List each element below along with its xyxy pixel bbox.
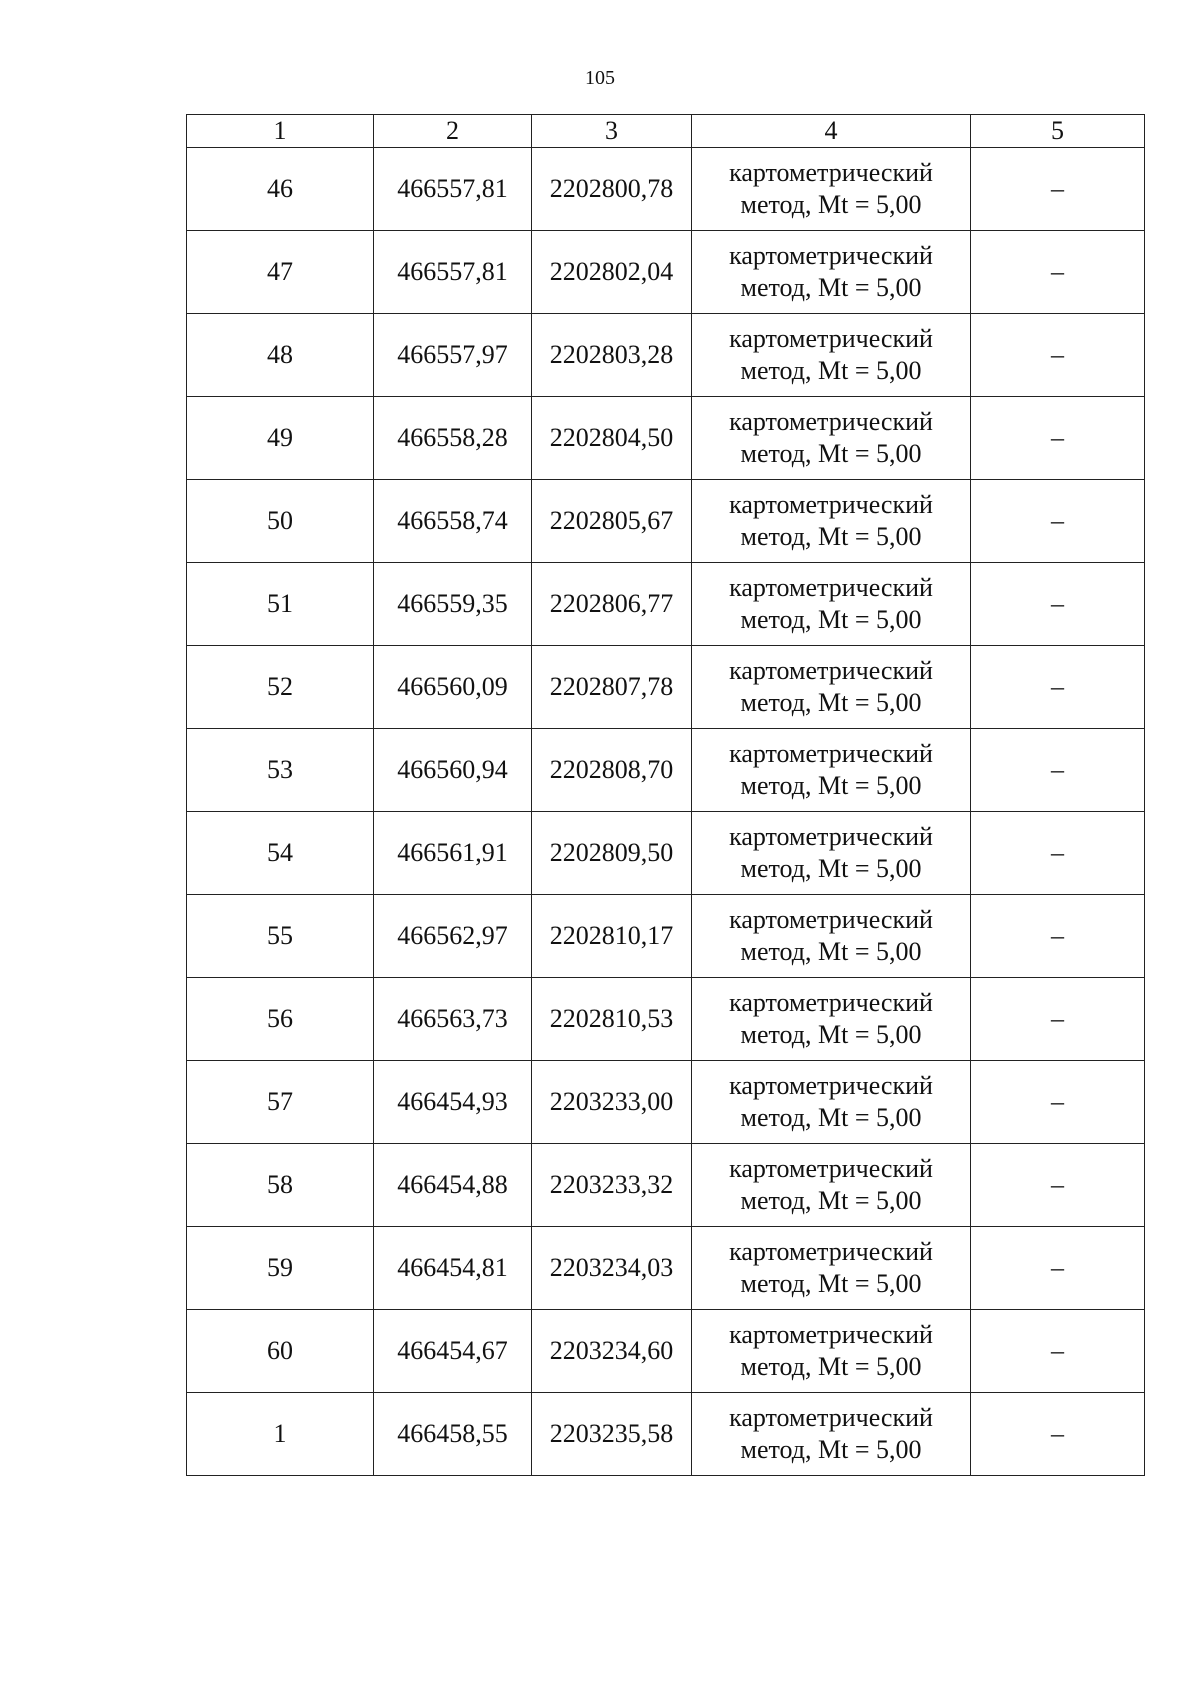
column-header-3: 3 [532,115,692,148]
table-row [187,397,1145,480]
note-cell: – [971,314,1145,397]
method-accuracy: метод, Mt = 5,00 [740,937,922,966]
point-number-cell: 50 [187,480,374,563]
method-cell [692,314,971,397]
note-cell: – [971,729,1145,812]
x-coordinate-cell: 466558,74 [374,480,532,563]
method-name: картометрический [729,822,933,851]
x-coordinate-cell: 466560,09 [374,646,532,729]
method-name: картометрический [729,905,933,934]
method-cell [692,397,971,480]
x-coordinate-cell: 466454,93 [374,1061,532,1144]
y-coordinate-cell: 2202809,50 [532,812,692,895]
table-row [187,231,1145,314]
point-number-cell: 58 [187,1144,374,1227]
note-cell: – [971,812,1145,895]
y-coordinate-cell: 2203233,32 [532,1144,692,1227]
y-coordinate-cell: 2202808,70 [532,729,692,812]
point-number-cell: 48 [187,314,374,397]
method-name: картометрический [729,1154,933,1183]
note-cell: – [971,646,1145,729]
table-row [187,480,1145,563]
column-header-1: 1 [187,115,374,148]
x-coordinate-cell: 466558,28 [374,397,532,480]
method-accuracy: метод, Mt = 5,00 [740,439,922,468]
y-coordinate-cell: 2202803,28 [532,314,692,397]
y-coordinate-cell: 2203234,60 [532,1310,692,1393]
method-cell [692,1310,971,1393]
point-number-cell: 49 [187,397,374,480]
note-cell: – [971,1144,1145,1227]
method-cell [692,895,971,978]
y-coordinate-cell: 2202805,67 [532,480,692,563]
column-header-5: 5 [971,115,1145,148]
method-name: картометрический [729,158,933,187]
y-coordinate-cell: 2203235,58 [532,1393,692,1476]
method-cell [692,646,971,729]
note-cell: – [971,231,1145,314]
note-cell: – [971,397,1145,480]
method-accuracy: метод, Mt = 5,00 [740,1103,922,1132]
x-coordinate-cell: 466560,94 [374,729,532,812]
point-number-cell: 53 [187,729,374,812]
method-accuracy: метод, Mt = 5,00 [740,356,922,385]
page-number: 105 [585,67,615,89]
table-row [187,148,1145,231]
x-coordinate-cell: 466458,55 [374,1393,532,1476]
x-coordinate-cell: 466562,97 [374,895,532,978]
x-coordinate-cell: 466454,81 [374,1227,532,1310]
column-header-2: 2 [374,115,532,148]
x-coordinate-cell: 466557,97 [374,314,532,397]
method-name: картометрический [729,988,933,1017]
x-coordinate-cell: 466561,91 [374,812,532,895]
method-accuracy: метод, Mt = 5,00 [740,1435,922,1464]
point-number-cell: 59 [187,1227,374,1310]
note-cell: – [971,480,1145,563]
method-accuracy: метод, Mt = 5,00 [740,1352,922,1381]
method-cell [692,148,971,231]
y-coordinate-cell: 2203234,03 [532,1227,692,1310]
method-cell [692,978,971,1061]
table-row [187,646,1145,729]
note-cell: – [971,1310,1145,1393]
method-name: картометрический [729,490,933,519]
method-name: картометрический [729,241,933,270]
method-name: картометрический [729,1403,933,1432]
note-cell: – [971,1227,1145,1310]
point-number-cell: 1 [187,1393,374,1476]
table-row [187,314,1145,397]
point-number-cell: 55 [187,895,374,978]
method-cell [692,812,971,895]
column-header-4: 4 [692,115,971,148]
method-cell [692,1061,971,1144]
table-row [187,1227,1145,1310]
point-number-cell: 56 [187,978,374,1061]
note-cell: – [971,563,1145,646]
note-cell: – [971,978,1145,1061]
method-accuracy: метод, Mt = 5,00 [740,605,922,634]
point-number-cell: 52 [187,646,374,729]
table-row [187,1144,1145,1227]
method-accuracy: метод, Mt = 5,00 [740,1269,922,1298]
method-name: картометрический [729,407,933,436]
point-number-cell: 54 [187,812,374,895]
method-accuracy: метод, Mt = 5,00 [740,1020,922,1049]
x-coordinate-cell: 466557,81 [374,231,532,314]
y-coordinate-cell: 2202810,53 [532,978,692,1061]
table-header [187,115,1145,148]
note-cell: – [971,1393,1145,1476]
table-row [187,1393,1145,1476]
table-row [187,812,1145,895]
method-name: картометрический [729,1320,933,1349]
y-coordinate-cell: 2202800,78 [532,148,692,231]
method-accuracy: метод, Mt = 5,00 [740,190,922,219]
method-name: картометрический [729,1237,933,1266]
coordinates-table [186,114,1145,1476]
y-coordinate-cell: 2202806,77 [532,563,692,646]
point-number-cell: 47 [187,231,374,314]
method-cell [692,1393,971,1476]
x-coordinate-cell: 466454,67 [374,1310,532,1393]
y-coordinate-cell: 2202807,78 [532,646,692,729]
point-number-cell: 51 [187,563,374,646]
table-row [187,1061,1145,1144]
method-accuracy: метод, Mt = 5,00 [740,771,922,800]
method-cell [692,1144,971,1227]
point-number-cell: 57 [187,1061,374,1144]
method-accuracy: метод, Mt = 5,00 [740,688,922,717]
method-cell [692,1227,971,1310]
table-body [187,148,1145,1476]
method-name: картометрический [729,573,933,602]
y-coordinate-cell: 2202802,04 [532,231,692,314]
method-accuracy: метод, Mt = 5,00 [740,522,922,551]
table-row [187,978,1145,1061]
point-number-cell: 60 [187,1310,374,1393]
x-coordinate-cell: 466559,35 [374,563,532,646]
table-row [187,729,1145,812]
table-row [187,1310,1145,1393]
table-row [187,563,1145,646]
note-cell: – [971,1061,1145,1144]
method-name: картометрический [729,656,933,685]
method-cell [692,563,971,646]
y-coordinate-cell: 2202810,17 [532,895,692,978]
x-coordinate-cell: 466557,81 [374,148,532,231]
table-row [187,895,1145,978]
method-name: картометрический [729,1071,933,1100]
method-name: картометрический [729,739,933,768]
y-coordinate-cell: 2203233,00 [532,1061,692,1144]
method-accuracy: метод, Mt = 5,00 [740,1186,922,1215]
method-cell [692,231,971,314]
note-cell: – [971,895,1145,978]
method-cell [692,480,971,563]
method-name: картометрический [729,324,933,353]
method-cell [692,729,971,812]
x-coordinate-cell: 466563,73 [374,978,532,1061]
note-cell: – [971,148,1145,231]
method-accuracy: метод, Mt = 5,00 [740,273,922,302]
method-accuracy: метод, Mt = 5,00 [740,854,922,883]
y-coordinate-cell: 2202804,50 [532,397,692,480]
header-row [187,115,1145,148]
point-number-cell: 46 [187,148,374,231]
x-coordinate-cell: 466454,88 [374,1144,532,1227]
